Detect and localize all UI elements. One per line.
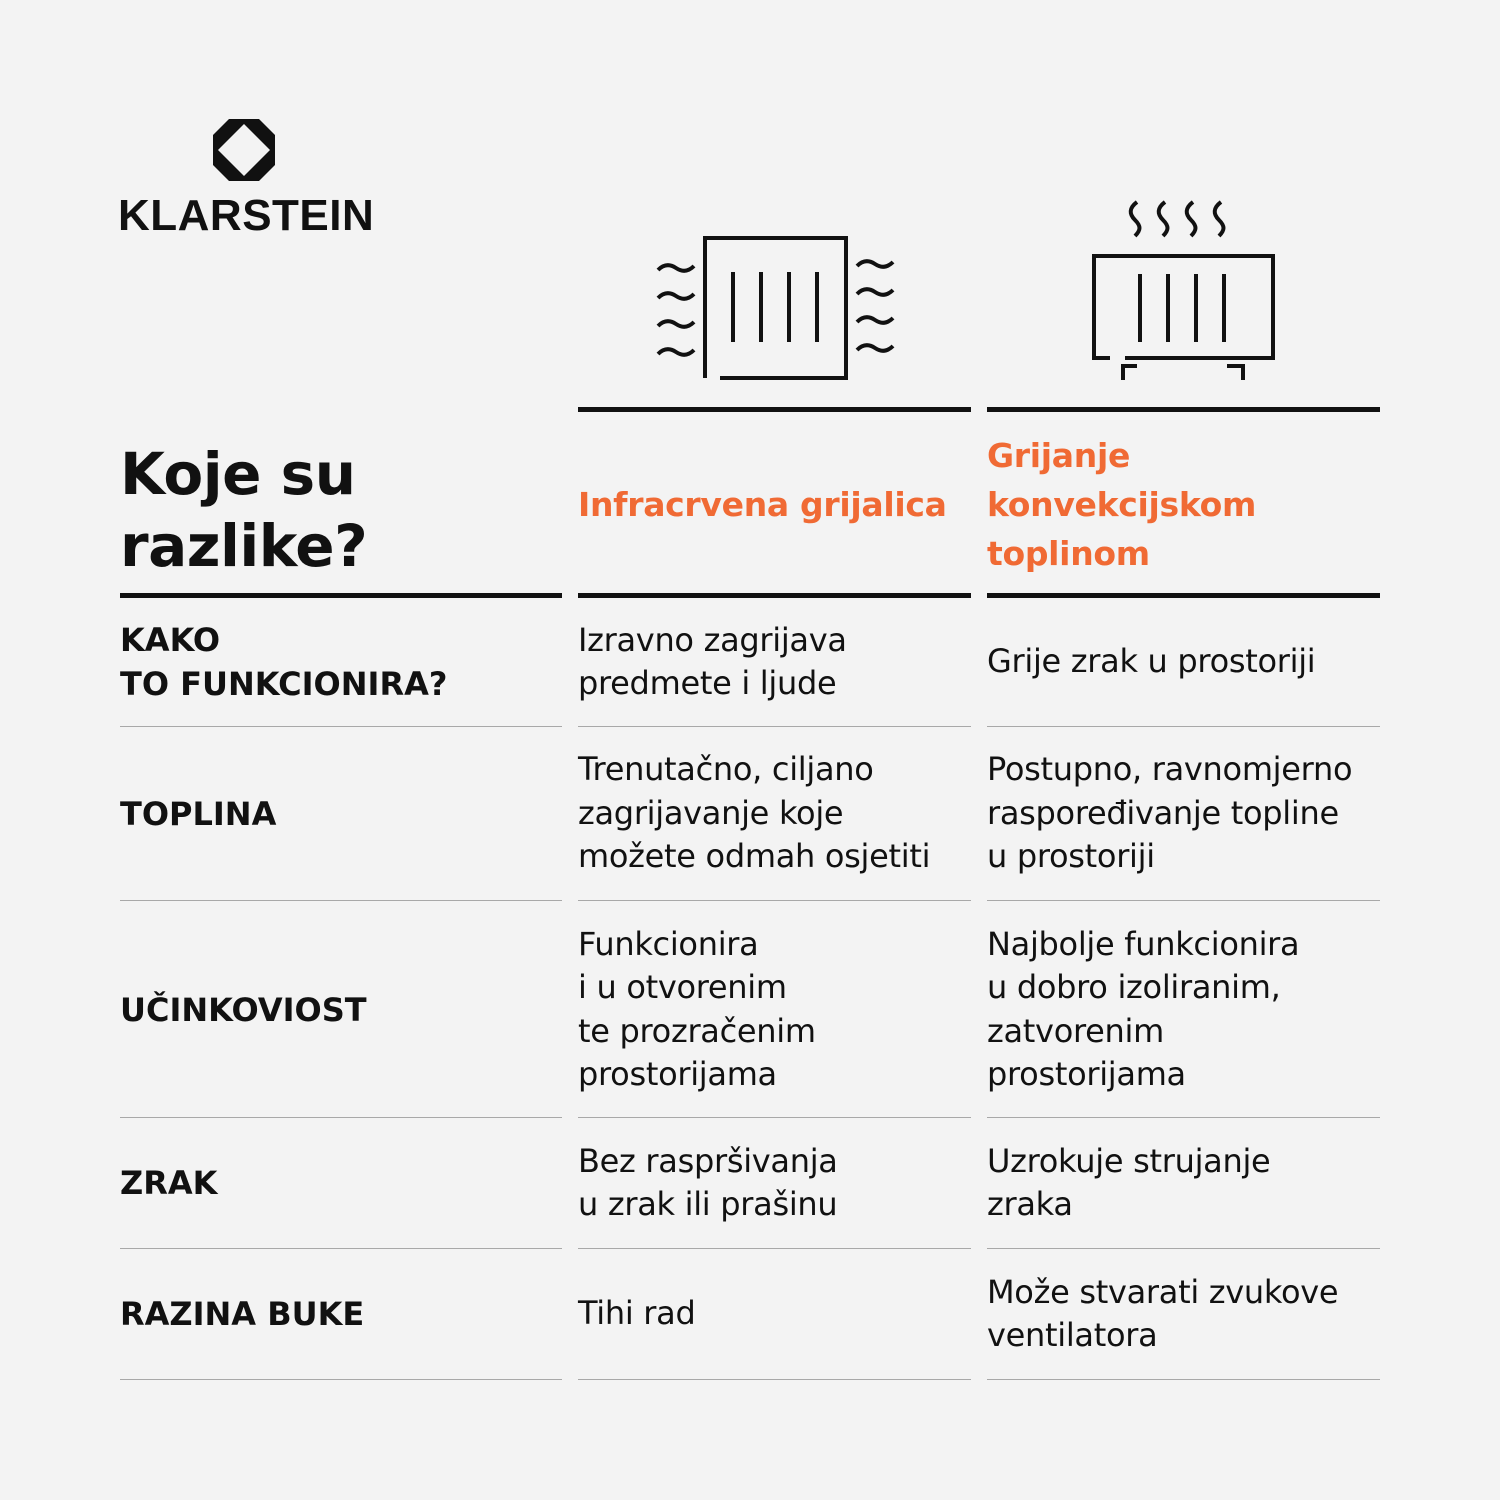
- table-cell: Može stvarati zvukove ventilatora: [987, 1272, 1339, 1354]
- column-top-rule-1: [578, 407, 971, 412]
- row-label: UČINKOVIOST: [120, 990, 367, 1029]
- infrared-heater-icon: [650, 228, 900, 386]
- klarstein-logo-icon: [213, 119, 275, 181]
- table-cell: Najbolje funkcionira u dobro izoliranim, zatvorenim prostorijama: [987, 924, 1300, 1093]
- column-header-infrared: Infracrvena grijalica: [578, 485, 947, 524]
- column-top-rule-2: [987, 407, 1380, 412]
- table-cell: Izravno zagrijava predmete i ljude: [578, 620, 847, 702]
- row-divider: [987, 1379, 1380, 1380]
- brand-name: KLARSTEIN: [118, 191, 375, 240]
- table-cell: Bez raspršivanja u zrak ili prašinu: [578, 1141, 838, 1223]
- column-header-convection: Grijanje konvekcijskom toplinom: [987, 436, 1257, 573]
- row-label: RAZINA BUKE: [120, 1295, 365, 1333]
- row-divider: [120, 1379, 562, 1380]
- table-cell: Uzrokuje strujanje zraka: [987, 1141, 1271, 1223]
- table-cell: Postupno, ravnomjerno raspoređivanje topline u prostoriji: [987, 750, 1353, 876]
- page-title: Koje su razlike?: [120, 440, 368, 580]
- row-label: ZRAK: [120, 1164, 218, 1202]
- table-cell: Tihi rad: [578, 1294, 696, 1333]
- row-divider: [578, 1379, 971, 1380]
- convection-heater-icon: [1085, 196, 1283, 384]
- table-cell: Funkcionira i u otvorenim te prozračenim prostorijama: [578, 924, 816, 1093]
- row-label: TOPLINA: [120, 794, 277, 833]
- table-cell: Grije zrak u prostoriji: [987, 642, 1316, 681]
- row-label: KAKO TO FUNKCIONIRA?: [120, 621, 448, 703]
- table-cell: Trenutačno, ciljano zagrijavanje koje možete odmah osjetiti: [578, 750, 931, 876]
